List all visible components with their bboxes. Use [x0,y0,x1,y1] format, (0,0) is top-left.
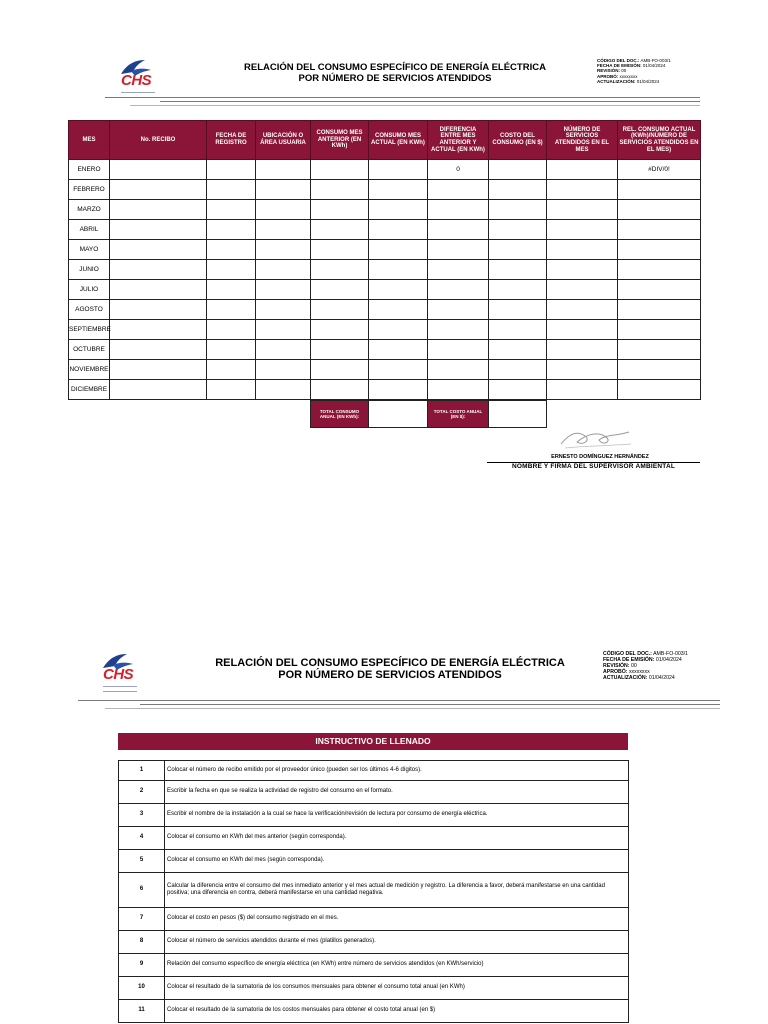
instruction-row [119,931,629,954]
total-costo-value[interactable] [489,401,547,428]
data-cell[interactable] [110,180,207,200]
instructions-table [118,760,629,1023]
data-cell[interactable] [547,300,618,320]
data-cell[interactable] [547,280,618,300]
data-cell[interactable] [110,360,207,380]
metadata-label: REVISIÓN: [597,68,621,74]
instruction-row [119,827,629,850]
difference-cell[interactable]: 0 [428,160,489,180]
data-cell[interactable] [256,280,311,300]
data-cell[interactable] [110,220,207,240]
instruction-text: Colocar el consumo en KWh del mes (según corresponda). [165,850,629,873]
form-title-line1: RELACIÓN DEL CONSUMO ESPECÍFICO DE ENERGÍA ELÉCTRICA [244,62,546,73]
data-cell[interactable] [256,220,311,240]
metadata-label: CÓDIGO DEL DOC.: [603,651,652,657]
table-row [69,220,701,240]
month-cell: JUNIO [69,260,110,280]
data-cell[interactable] [110,380,207,400]
ratio-cell[interactable] [618,280,701,300]
difference-cell[interactable] [428,280,489,300]
data-cell[interactable] [256,180,311,200]
month-cell: JULIO [69,280,110,300]
data-cell[interactable] [311,300,369,320]
column-header: CONSUMO MES ANTERIOR (EN KWh) [311,121,369,160]
data-cell[interactable] [489,340,547,360]
data-cell[interactable] [207,180,256,200]
metadata-label: CÓDIGO DEL DOC.: [597,58,640,63]
data-cell[interactable] [256,240,311,260]
month-cell: ABRIL [69,220,110,240]
instruction-text: Escribir la fecha en que se realiza la actividad de registro del consumo en el formato. [165,781,629,804]
data-cell[interactable] [311,260,369,280]
data-cell[interactable] [110,320,207,340]
data-cell[interactable] [207,360,256,380]
month-cell: MARZO [69,200,110,220]
header-rule [130,105,700,106]
data-cell[interactable] [207,220,256,240]
header-rule [105,708,720,709]
instruction-number: 1 [119,761,165,781]
instruction-text: Colocar el consumo en KWh del mes anterior (según corresponda). [165,827,629,850]
metadata-line [597,79,671,84]
instruction-row [119,850,629,873]
data-cell[interactable] [256,160,311,180]
data-cell[interactable] [311,280,369,300]
table-row [69,360,701,380]
month-cell: OCTUBRE [69,340,110,360]
metadata-line [603,675,688,681]
table-row [69,240,701,260]
header-rule [105,97,700,98]
data-cell[interactable] [256,360,311,380]
difference-cell[interactable] [428,360,489,380]
data-cell[interactable] [207,320,256,340]
data-cell[interactable] [311,320,369,340]
data-cell[interactable] [489,160,547,180]
metadata-label: ACTUALIZACIÓN: [603,675,648,681]
month-cell: FEBRERO [69,180,110,200]
data-cell[interactable] [256,200,311,220]
data-cell[interactable] [547,380,618,400]
data-cell[interactable] [547,160,618,180]
data-cell[interactable] [207,300,256,320]
ratio-cell[interactable] [618,220,701,240]
logo-text: CHS [103,666,134,683]
data-cell[interactable] [311,240,369,260]
data-cell[interactable] [489,320,547,340]
data-cell[interactable] [369,340,428,360]
table-row [69,320,701,340]
data-cell[interactable] [369,320,428,340]
data-cell[interactable] [547,360,618,380]
instruction-text: Colocar el número de servicios atendidos durante el mes (platillos generados). [165,931,629,954]
data-cell[interactable] [547,180,618,200]
column-header: NÚMERO DE SERVICIOS ATENDIDOS EN EL MES [547,121,618,160]
instruction-number: 4 [119,827,165,850]
signature-image [555,424,635,452]
instruction-text: Colocar el resultado de la sumatoria de los consumos mensuales para obtener el consumo total anual (en KWh) [165,977,629,1000]
data-cell[interactable] [489,200,547,220]
instruction-text: Calcular la diferencia entre el consumo del mes inmediato anterior y el mes actual de medición y registro. La diferencia a favor, deberá manifestarse en una cantidad positiva; una diferencia en contra, deberá manifestarse en una cantidad negativa. [165,873,629,908]
data-cell[interactable] [207,160,256,180]
data-cell[interactable] [369,360,428,380]
data-cell[interactable] [311,160,369,180]
difference-cell[interactable] [428,300,489,320]
instruction-text: Colocar el resultado de la sumatoria de los costos mensuales para obtener el costo total anual (en $) [165,1000,629,1023]
data-cell[interactable] [369,300,428,320]
column-header: No. RECIBO [110,121,207,160]
month-cell: MAYO [69,240,110,260]
metadata-value: xxxxxxxx [628,669,650,675]
ratio-cell[interactable] [618,320,701,340]
difference-cell[interactable] [428,240,489,260]
ratio-cell[interactable] [618,200,701,220]
ratio-cell[interactable] [618,340,701,360]
document-metadata [603,651,688,681]
metadata-label: FECHA DE EMISIÓN: [603,657,655,663]
instruction-text: Colocar el costo en pesos ($) del consumo registrado en el mes. [165,908,629,931]
metadata-value: xxxxxxxx [619,73,638,79]
difference-cell[interactable] [428,200,489,220]
data-cell[interactable] [110,340,207,360]
data-cell[interactable] [489,180,547,200]
difference-cell[interactable] [428,180,489,200]
difference-cell[interactable] [428,260,489,280]
data-cell[interactable] [110,300,207,320]
ratio-cell[interactable] [618,180,701,200]
logo-text: CHS [121,72,152,89]
instruction-number: 10 [119,977,165,1000]
supervisor-name: ERNESTO DOMÍNGUEZ HERNÁNDEZ [551,454,649,460]
ratio-cell[interactable] [618,240,701,260]
column-header: REL. CONSUMO ACTUAL (KWh)/NÚMERO DE SERVICIOS ATENDIDOS EN EL MES) [618,121,701,160]
form-title-line1: RELACIÓN DEL CONSUMO ESPECÍFICO DE ENERGÍA ELÉCTRICA [215,657,565,669]
table-row [69,260,701,280]
data-cell[interactable] [547,200,618,220]
data-cell[interactable] [311,220,369,240]
data-cell[interactable] [369,240,428,260]
data-cell[interactable] [207,380,256,400]
data-cell[interactable] [547,220,618,240]
data-cell[interactable] [547,240,618,260]
totals-row [311,401,547,428]
data-cell[interactable] [489,220,547,240]
metadata-value: 01/04/2024 [648,675,675,681]
data-cell[interactable] [256,320,311,340]
data-cell[interactable] [110,280,207,300]
data-cell[interactable] [489,360,547,380]
instruction-number: 8 [119,931,165,954]
ratio-cell[interactable] [618,380,701,400]
table-header-row [69,121,701,160]
month-cell: AGOSTO [69,300,110,320]
data-cell[interactable] [489,300,547,320]
ratio-cell[interactable] [618,300,701,320]
metadata-label: ACTUALIZACIÓN: [597,78,636,84]
difference-cell[interactable] [428,220,489,240]
data-cell[interactable] [207,280,256,300]
instruction-row [119,1000,629,1023]
total-consumo-label: TOTAL CONSUMO ANUAL (EN KWh): [311,401,369,428]
month-cell: NOVIEMBRE [69,360,110,380]
form-title-line2: POR NÚMERO DE SERVICIOS ATENDIDOS [298,73,492,84]
consumption-table [68,120,701,400]
table-row [69,380,701,400]
ratio-cell[interactable] [618,260,701,280]
total-consumo-value[interactable] [369,401,428,428]
form-title [200,657,580,681]
month-cell: SEPTIEMBRE [69,320,110,340]
data-cell[interactable] [110,200,207,220]
column-header: COSTO DEL CONSUMO (EN $) [489,121,547,160]
data-cell[interactable] [369,280,428,300]
form-title-line2: POR NÚMERO DE SERVICIOS ATENDIDOS [278,669,502,681]
total-costo-label: TOTAL COSTO ANUAL (EN $): [428,401,489,428]
instruction-row [119,908,629,931]
instruction-number: 6 [119,873,165,908]
metadata-label: REVISIÓN: [603,663,630,669]
column-header: UBICACIÓN O ÁREA USUARIA [256,121,311,160]
data-cell[interactable] [547,260,618,280]
form-title [230,62,560,84]
data-cell[interactable] [547,340,618,360]
ratio-cell[interactable] [618,360,701,380]
instruction-number: 2 [119,781,165,804]
header-rule [160,101,700,102]
table-row [69,280,701,300]
data-cell[interactable] [369,200,428,220]
metadata-value: 01/04/2024 [636,78,660,84]
data-cell[interactable] [369,160,428,180]
company-logo [115,58,175,102]
data-cell[interactable] [369,260,428,280]
data-cell[interactable] [489,380,547,400]
data-cell[interactable] [311,180,369,200]
logo-tagline [103,686,137,692]
data-cell[interactable] [311,360,369,380]
metadata-label: FECHA DE EMISIÓN: [597,63,642,69]
difference-cell[interactable] [428,380,489,400]
data-cell[interactable] [256,340,311,360]
instruction-row [119,761,629,781]
column-header: DIFERENCIA ENTRE MES ANTERIOR Y ACTUAL (EN KWh) [428,121,489,160]
instruction-number: 7 [119,908,165,931]
supervisor-role: NOMBRE Y FIRMA DEL SUPERVISOR AMBIENTAL [511,463,676,470]
instruction-row [119,804,629,827]
ratio-cell[interactable]: #DIV/0! [618,160,701,180]
data-cell[interactable] [489,260,547,280]
data-cell[interactable] [256,300,311,320]
data-cell[interactable] [369,220,428,240]
table-row [69,300,701,320]
month-cell: DICIEMBRE [69,380,110,400]
instruction-number: 5 [119,850,165,873]
instruction-number: 9 [119,954,165,977]
totals-table [310,400,547,428]
instruction-row [119,954,629,977]
metadata-label: APROBÓ: [597,73,619,79]
metadata-value: AMB-FO-003/1 [640,58,671,63]
metadata-value: 01/04/2024 [655,657,682,663]
instruction-text: Escribir el nombre de la instalación a la cual se hace la verificación/revisión de lectura por consumo de energía eléctrica. [165,804,629,827]
metadata-value: 00 [630,663,637,669]
difference-cell[interactable] [428,340,489,360]
instruction-row [119,977,629,1000]
column-header: CONSUMO MES ACTUAL (EN KWh) [369,121,428,160]
data-cell[interactable] [207,240,256,260]
metadata-label: APROBÓ: [603,669,628,675]
table-row [69,180,701,200]
document-metadata [597,58,671,84]
data-cell[interactable] [110,240,207,260]
header-rule [140,704,720,705]
metadata-value: 01/04/2024 [642,63,666,69]
instructions-title: INSTRUCTIVO DE LLENADO [118,733,628,750]
data-cell[interactable] [311,200,369,220]
data-cell[interactable] [110,160,207,180]
table-row [69,200,701,220]
data-cell[interactable] [489,240,547,260]
difference-cell[interactable] [428,320,489,340]
table-row [69,340,701,360]
data-cell[interactable] [207,200,256,220]
instruction-number: 3 [119,804,165,827]
data-cell[interactable] [256,380,311,400]
month-cell: ENERO [69,160,110,180]
data-cell[interactable] [207,340,256,360]
metadata-value: 00 [621,68,627,74]
data-cell[interactable] [110,260,207,280]
data-cell[interactable] [489,280,547,300]
instruction-text: Relación del consumo específico de energía eléctrica (en KWh) entre número de servicios atendidos (en KWh/servicio) [165,954,629,977]
company-logo [97,652,157,696]
instruction-row [119,781,629,804]
data-cell[interactable] [547,320,618,340]
header-rule [78,700,720,701]
table-row [69,160,701,180]
instruction-number: 11 [119,1000,165,1023]
metadata-value: AMB-FO-003/1 [653,651,688,657]
data-cell[interactable] [207,260,256,280]
instruction-text: Colocar el número de recibo emitido por el proveedor único (pueden ser los últimos 4-6 dígitos). [165,761,629,781]
column-header: MES [69,121,110,160]
data-cell[interactable] [369,380,428,400]
instruction-row [119,873,629,908]
data-cell[interactable] [369,180,428,200]
data-cell[interactable] [311,340,369,360]
column-header: FECHA DE REGISTRO [207,121,256,160]
data-cell[interactable] [256,260,311,280]
data-cell[interactable] [311,380,369,400]
